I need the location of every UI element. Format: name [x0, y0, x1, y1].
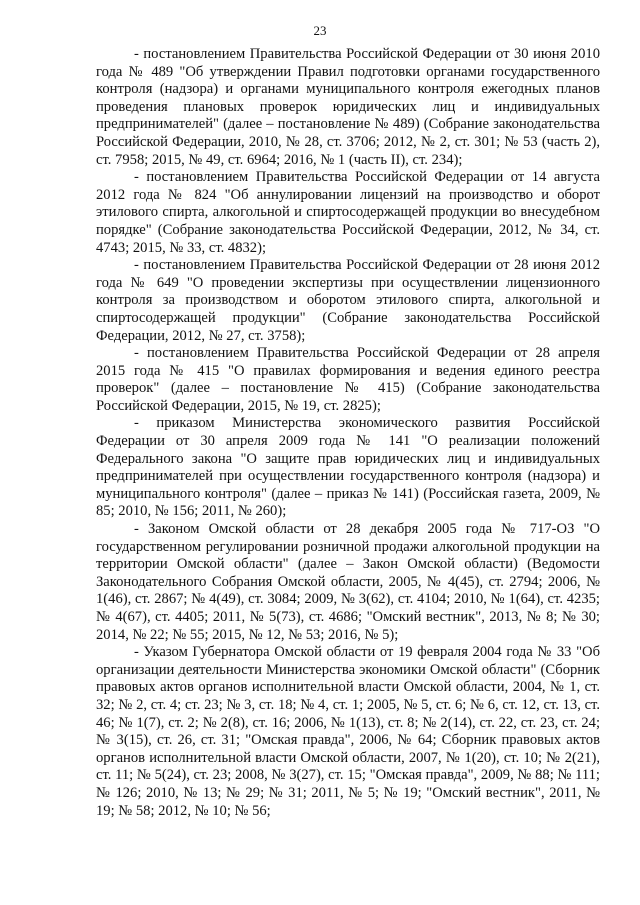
page-number: 23: [313, 23, 327, 38]
paragraph-resolution-489: - постановлением Правительства Российской Федерации от 30 июня 2010 года № 489 "Об утверждении Правил подготовки органами государственного контроля (надзора) и органами муниципального контроля ежегодных планов проведения плановых проверок юридических лиц и индивидуальных предпринимателей" (далее – постановление № 489) (Собрание законодательства Российской Федерации, 2010, № 28, ст. 3706; 2012, № 2, ст. 301; № 53 (часть 2), ст. 7958; 2015, № 49, ст. 6964; 2016, № 1 (часть II), ст. 234);: [96, 46, 600, 168]
paragraph-resolution-649: - постановлением Правительства Российской Федерации от 28 июня 2012 года № 649 "О проведении экспертизы при осуществлении лицензионного контроля за производством и оборотом этилового спирта, алкогольной и спиртосодержащей продукции" (Собрание законодательства Российской Федерации, 2012, № 27, ст. 3758);: [96, 257, 600, 344]
paragraph-order-141: - приказом Министерства экономического развития Российской Федерации от 30 апреля 2009 года № 141 "О реализации положений Федерального закона "О защите прав юридических лиц и индивидуальных предпринимателей при осуществлении государственного контроля (надзора) и муниципального контроля" (далее – приказ № 141) (Российская газета, 2009, № 85; 2010, № 156; 2011, № 260);: [96, 415, 600, 520]
paragraph-omsk-law-717: - Законом Омской области от 28 декабря 2005 года № 717-ОЗ "О государственном регулировании розничной продажи алкогольной продукции на территории Омской области" (далее – Закон Омской области) (Ведомости Законодательного Собрания Омской области, 2005, № 4(45), ст. 2794; 2006, № 1(46), ст. 2867; № 4(49), ст. 3084; 2009, № 3(62), ст. 4104; 2010, № 1(64), ст. 4235; № 4(67), ст. 4405; 2011, № 5(73), ст. 4686; "Омский вестник", 2013, № 8; № 30; 2014, № 22; № 55; 2015, № 12, № 53; 2016, № 5);: [96, 521, 600, 643]
paragraph-governor-decree-33: - Указом Губернатора Омской области от 19 февраля 2004 года № 33 "Об организации деятельности Министерства экономики Омской области" (Сборник правовых актов органов исполнительной власти Омской области, 2004, № 1, ст. 32; № 2, ст. 4; ст. 23; № 3, ст. 18; № 4, ст. 1; 2005, № 5, ст. 6; № 6, ст. 12, ст. 13, ст. 46; № 1(7), ст. 2; № 2(8), ст. 16; 2006, № 1(13), ст. 8; № 2(14), ст. 22, ст. 23, ст. 24; № 3(15), ст. 26, ст. 31; "Омская правда", 2006, № 64; Сборник правовых актов органов исполнительной власти Омской области, 2007, № 1(20), ст. 10; № 2(21), ст. 11; № 5(24), ст. 23; 2008, № 3(27), ст. 15; "Омская правда", 2009, № 88; № 111; № 126; 2010, № 13; № 29; № 31; 2011, № 5; № 19; "Омский вестник", 2011, № 19; № 58; 2012, № 10; № 56;: [96, 644, 600, 819]
document-body: [96, 46, 600, 820]
paragraph-resolution-824: - постановлением Правительства Российской Федерации от 14 августа 2012 года № 824 "Об аннулировании лицензий на производство и оборот этилового спирта, алкогольной и спиртосодержащей продукции во внесудебном порядке" (Собрание законодательства Российской Федерации, 2012, № 34, ст. 4743; 2015, № 33, ст. 4832);: [96, 169, 600, 256]
paragraph-resolution-415: - постановлением Правительства Российской Федерации от 28 апреля 2015 года № 415 "О правилах формирования и ведения единого реестра проверок" (далее – постановление № 415) (Собрание законодательства Российской Федерации, 2015, № 19, ст. 2825);: [96, 345, 600, 414]
